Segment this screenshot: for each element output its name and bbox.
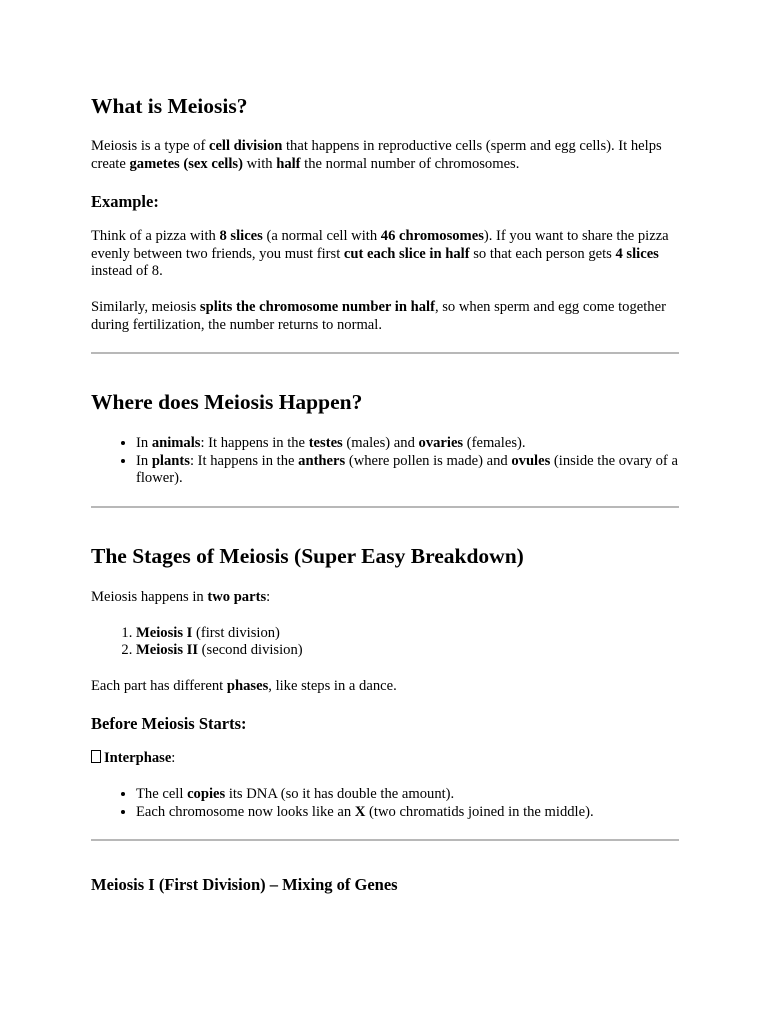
bold-text: copies [187, 785, 226, 802]
bold-text: cut each slice in half [343, 245, 470, 262]
bold-text: testes [308, 435, 343, 452]
interphase-label: Interphase [104, 750, 172, 767]
bold-text: ovules [511, 452, 551, 469]
bold-text: anthers [298, 452, 346, 469]
section-divider [91, 839, 679, 841]
list-item-plants: • In plants: It happens in the anthers (where pollen is made) and ovules (inside the ovary of a flower). [136, 453, 679, 488]
bold-text: plants [151, 452, 190, 469]
pizza-example-paragraph: Think of a pizza with 8 slices (a normal cell with 46 chromosomes). If you want to share the pizza evenly between two friends, you must first cut each slice in half so that each person gets 4 slices instead of 8. [91, 228, 669, 280]
meiosis-definition-paragraph: Meiosis is a type of cell division that happens in reproductive cells (sperm and egg cells). It helps create gametes (sex cells) with half the normal number of chromosomes. [91, 138, 662, 172]
heading-where-meiosis-happens: Where does Meiosis Happen? [91, 390, 363, 415]
similarly-paragraph: Similarly, meiosis splits the chromosome number in half, so when sperm and egg come together during fertilization, the number returns to normal. [91, 298, 666, 333]
section-divider [91, 352, 679, 354]
missing-glyph-icon [91, 750, 101, 763]
list-item-meiosis-1: 1. Meiosis I (first division) [136, 625, 679, 643]
bold-text: gametes (sex cells) [129, 155, 243, 172]
bold-text: animals [151, 435, 201, 452]
bold-text: X [354, 803, 366, 820]
bold-text: cell division [208, 138, 283, 154]
meiosis-parts-list [91, 625, 679, 660]
bold-text: 46 chromosomes [380, 228, 484, 245]
list-item-chromosome-x: • Each chromosome now looks like an X (two chromatids joined in the middle). [136, 804, 679, 822]
heading-meiosis-1: Meiosis I (First Division) – Mixing of Genes [91, 875, 398, 895]
bold-text: ovaries [418, 435, 464, 452]
list-item-animals: • In animals: It happens in the testes (males) and ovaries (females). [136, 435, 679, 453]
bold-text: phases [226, 677, 269, 694]
two-parts-paragraph: Meiosis happens in two parts: [91, 588, 271, 605]
before-meiosis-heading: Before Meiosis Starts: [91, 714, 247, 734]
heading-stages-of-meiosis: The Stages of Meiosis (Super Easy Breakdown) [91, 543, 524, 568]
heading-what-is-meiosis: What is Meiosis? [91, 94, 248, 118]
document-content [91, 92, 679, 896]
list-item-meiosis-2: 2. Meiosis II (second division) [136, 642, 679, 660]
bold-text: two parts [207, 588, 267, 605]
interphase-label-line [91, 750, 679, 768]
example-heading: Example: [91, 192, 159, 212]
interphase-list [91, 786, 679, 821]
bold-text: 4 slices [615, 245, 659, 262]
interphase-suffix: : [171, 750, 176, 767]
phases-paragraph: Each part has different phases, like steps in a dance. [91, 677, 397, 694]
locations-list [91, 435, 679, 488]
bold-text: Meiosis II [136, 642, 199, 659]
bold-text: 8 slices [219, 228, 263, 245]
section-divider [91, 506, 679, 508]
list-item-copies-dna: • The cell copies its DNA (so it has double the amount). [136, 786, 679, 804]
bold-text: half [276, 155, 301, 172]
bold-text: splits the chromosome number in half [199, 298, 435, 315]
bold-text: Meiosis I [136, 624, 193, 641]
